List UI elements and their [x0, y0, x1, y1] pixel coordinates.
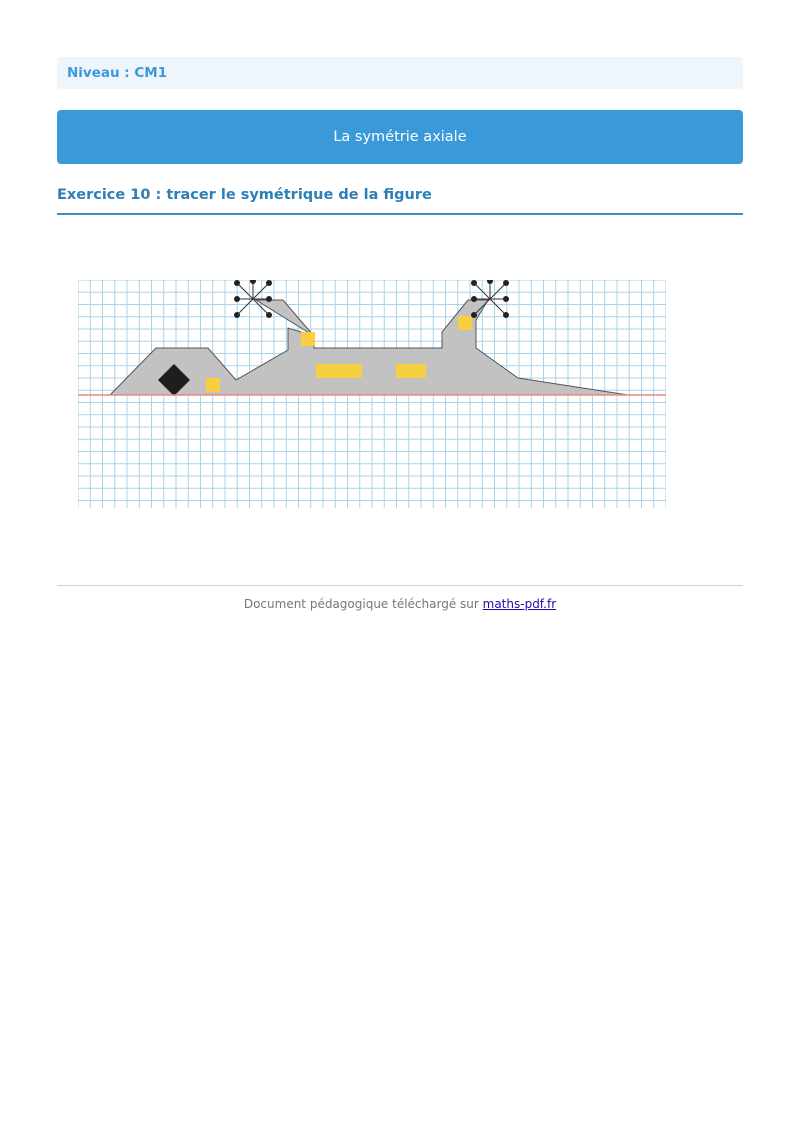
- antenna-dot: [234, 312, 240, 318]
- antenna-dot: [487, 280, 493, 284]
- page-title: La symétrie axiale: [333, 129, 467, 145]
- antenna-spoke: [490, 283, 506, 299]
- antenna-spoke: [237, 283, 253, 299]
- antenna-dot: [503, 312, 509, 318]
- antenna-dot: [250, 280, 256, 284]
- antenna-dot: [266, 296, 272, 302]
- antenna-dot: [503, 280, 509, 286]
- antenna-dot: [503, 296, 509, 302]
- window-small-left: [206, 378, 220, 392]
- window-long-right: [396, 364, 426, 378]
- window-long-left: [316, 364, 362, 378]
- level-label: Niveau : CM1: [67, 65, 168, 81]
- antenna-left: [234, 280, 272, 318]
- antenna-spoke: [237, 299, 253, 315]
- antenna-right: [471, 280, 509, 318]
- antenna-dot: [266, 280, 272, 286]
- level-box: [57, 57, 743, 89]
- antenna-dot: [471, 312, 477, 318]
- antenna-spoke: [490, 299, 506, 315]
- grid-figure: [78, 280, 666, 508]
- antenna-dot: [471, 296, 477, 302]
- antenna-dot: [471, 280, 477, 286]
- footer-text: Document pédagogique téléchargé sur: [243, 597, 483, 611]
- exercise-figure: [78, 280, 666, 508]
- window-upper-left: [301, 332, 315, 346]
- antenna-dot: [266, 312, 272, 318]
- footer-divider: [57, 585, 743, 586]
- exercise-heading: Exercice 10 : tracer le symétrique de la figure: [57, 185, 743, 215]
- antenna-spoke: [253, 283, 269, 299]
- antenna-dot: [234, 280, 240, 286]
- antenna-dot: [234, 296, 240, 302]
- window-upper-right: [458, 316, 472, 330]
- title-banner: [57, 110, 743, 164]
- footer-link[interactable]: maths-pdf.fr: [482, 597, 557, 611]
- footer: [57, 597, 743, 611]
